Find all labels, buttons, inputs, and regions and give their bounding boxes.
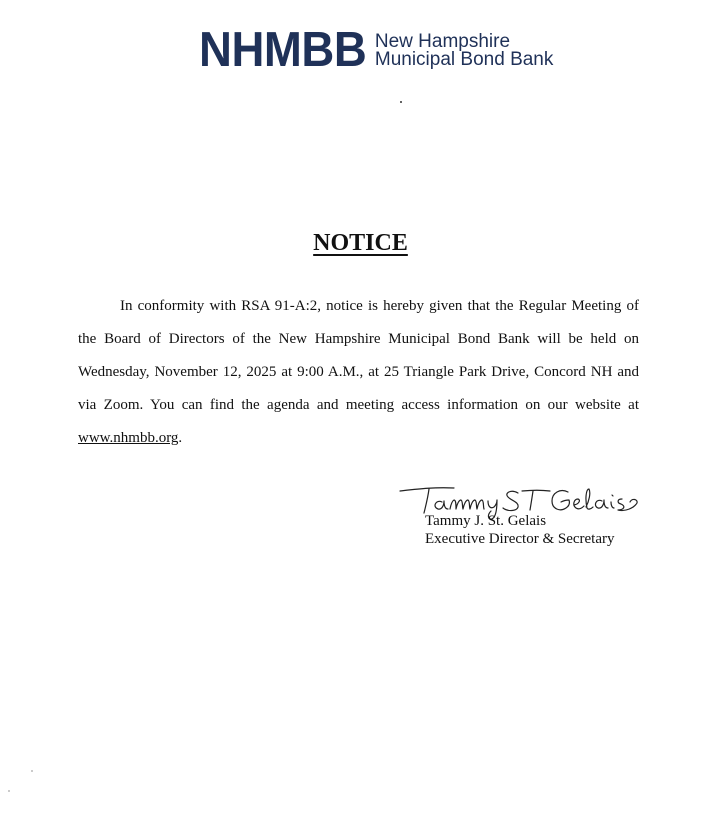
stray-mark [400, 101, 402, 103]
logo-line-2: Municipal Bond Bank [374, 48, 554, 70]
signer-title: Executive Director & Secretary [425, 531, 615, 547]
scan-speck [31, 770, 33, 772]
notice-paragraph [78, 290, 639, 455]
logo-mark: NHMBB [199, 23, 367, 77]
logo-wordmark [374, 30, 554, 70]
notice-paragraph-end: . [178, 430, 183, 446]
scan-speck [8, 790, 10, 792]
signer-block [425, 512, 615, 548]
notice-title: NOTICE [313, 230, 408, 256]
organization-logo [199, 23, 554, 77]
notice-paragraph-text: In conformity with RSA 91-A:2, notice is hereby given that the Regular Meeting of the Board of Directors of the New Hampshire Municipal Bond Bank will be held on Wednesday, November 12, 2025 at 9:00 A.M., at 25 Triangle Park Drive, Concord NH and via Zoom. You can find the agenda and meeting access information on our website at [78, 298, 639, 413]
signer-name: Tammy J. St. Gelais [425, 513, 547, 529]
logo-line-1: New Hampshire [374, 30, 511, 52]
website-link[interactable]: www.nhmbb.org [78, 430, 179, 446]
